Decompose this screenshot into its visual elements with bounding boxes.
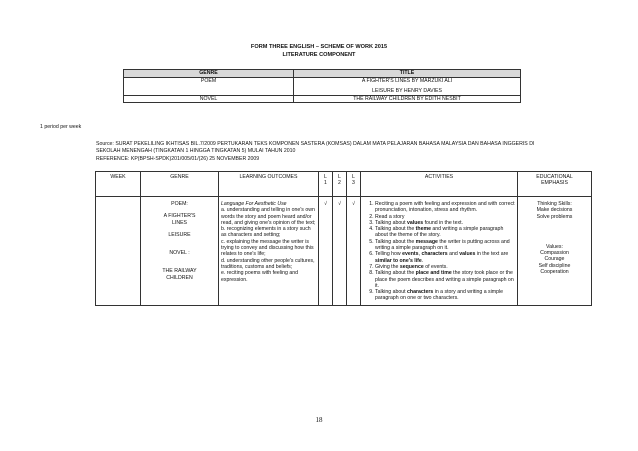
genre-fighters-lines: A FIGHTER'S LINES [163,213,196,226]
l3-header: L 3 [347,172,361,197]
source-line-1: Source: SURAT PEKELILING IKHTISAS BIL.7/2009 PERTUKARAN TEKS KOMPONEN SASTERA (KOMSAS) DALAM MATA PELAJARAN BAHASA MALAYSIA DAN BAHASA INGGERIS DI [96,141,535,147]
outcome-item: a. understanding and telling in one's own words the story and poem heard and/or read, and giving one's opinion of the text; [221,207,316,226]
main-table-header [96,172,592,197]
values-list: Values: Compassion Courage Self discipline Cooperation [538,243,571,276]
genre-cell: POEM [124,78,294,96]
genre-title-table [123,69,521,103]
outcomes-header: LEARNING OUTCOMES [219,172,319,197]
activity-item: 1. Reciting a poem with feeling and expression and with correct pronunciation, intonation, stress and rhythm. [375,201,515,214]
l1-header: L 1 [319,172,333,197]
learning-outcomes-cell [219,197,319,306]
main-table-row [96,197,592,306]
genre-col-header: GENRE [141,172,219,197]
outcome-item: d. understanding other people's cultures, traditions, customs and beliefs; [221,257,315,270]
source-reference: REFERENCE: KP(BPSH-SPDK)201/005/01/(26) 25 NOVEMBER 2009 [96,156,260,162]
outcome-item: e. reciting poems with feeling and expression. [221,270,298,283]
activities-list [363,201,515,302]
genre-table-row-poem [124,78,521,96]
l3-check: √ [347,197,361,306]
source-line-2: SEKOLAH MENENGAH (TINGKATAN 1 HINGGA TINGKATAN 5) MULAI TAHUN 2010 [96,148,296,154]
title-cell [294,78,521,96]
l1-check: √ [319,197,333,306]
l2-check: √ [333,197,347,306]
genre-table-header [124,70,521,78]
page-title: FORM THREE ENGLISH – SCHEME OF WORK 2015 [250,44,388,50]
activity-item: 4. Talking about the theme and writing a simple paragraph about the theme of the story. [375,226,515,239]
genre-railway-children: THE RAILWAY CHILDREN [162,268,197,281]
scheme-of-work-table [95,171,592,306]
week-cell [96,197,141,306]
title-header: TITLE [294,70,521,78]
page-subtitle: LITERATURE COMPONENT [282,52,356,58]
outcomes-title: Language For Aesthetic Use [221,201,287,207]
genre-cell: NOVEL [124,95,294,102]
activities-cell [361,197,518,306]
page-number: 18 [315,416,323,424]
week-header: WEEK [96,172,141,197]
activity-item: 7. Giving the sequence of events. [375,264,515,270]
outcome-item: c. explaining the message the writer is trying to convey and discussing how this relates to one's life; [221,238,314,258]
activity-item: 6. Telling how events, characters and values in the text are similar to one's life. [375,251,515,264]
period-note: 1 period per week [40,124,82,130]
genre-poem: POEM: [171,201,188,207]
genre-leisure: LEISURE [168,231,191,238]
activity-item: 3. Talking about values found in the text. [375,220,515,226]
genre-table-row-novel [124,95,521,102]
genre-header: GENRE [124,70,294,78]
activity-item: 2. Read a story [375,214,515,220]
title-line: A FIGHTER'S LINES BY MARZUKI ALI [361,78,453,84]
activity-item: 9. Talking about characters in a story and writing a simple paragraph on one or two characters. [375,289,515,302]
emphasis-cell [518,197,592,306]
activity-item: 5. Talking about the message the writer is putting across and writing a simple paragraph on it. [375,239,515,252]
emphasis-header: EDUCATIONAL EMPHASIS [518,172,592,197]
l2-header: L 2 [333,172,347,197]
genre-novel: NOVEL : [169,250,190,257]
genre-list-cell [141,197,219,306]
outcome-item: b. recognizing elements in a story such as characters and setting; [221,226,311,239]
activities-header: ACTIVITIES [361,172,518,197]
thinking-skills: Thinking Skills: Make decisions Solve problems [536,201,573,220]
activity-item: 8. Talking about the place and time the story took place or the place the poem describes and writing a simple paragraph on it. [375,270,515,289]
title-cell: THE RAILWAY CHILDREN BY EDITH NESBIT [294,95,521,102]
title-line: LEISURE BY HENRY DAVIES [372,88,442,95]
